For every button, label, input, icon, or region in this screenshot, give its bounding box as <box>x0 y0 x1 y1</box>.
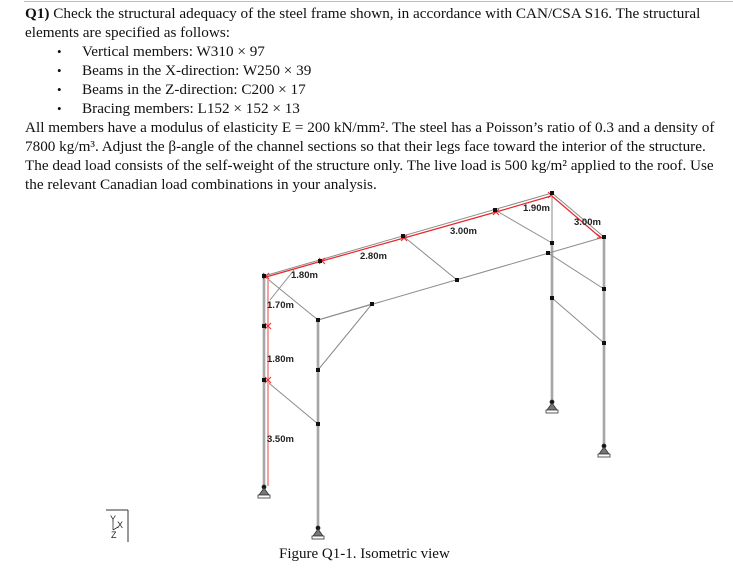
bullet-icon: • <box>57 82 62 97</box>
bullet-icon: • <box>57 63 62 78</box>
member-text: Beams in the Z-direction: C200 × 17 <box>82 81 306 98</box>
dim-label-x3: 3.00m <box>450 226 477 237</box>
dim-label-v2: 1.80m <box>267 354 294 365</box>
bullet-icon: • <box>57 101 62 116</box>
axis-z-label: Z <box>111 530 117 540</box>
bullet-icon: • <box>57 44 62 59</box>
support-icon <box>258 485 270 498</box>
dim-label-v3: 3.50m <box>267 434 294 445</box>
question-body: All members have a modulus of elasticity E = 200 kN/mm². The steel has a Poisson’s ratio of 0.3 and a density of 7800 kg/m³. Adjust the β-angle of the channel sections so that their legs face toward the interior of the structure. The dead load consists of the self-weight of the structure only. The live load is 500 kg/m² applied to the roof. Use the relevant Canadian load combinations in your analysis. <box>25 119 715 193</box>
member-text: Bracing members: L152 × 152 × 13 <box>82 100 300 117</box>
dim-label-z: 3.00m <box>574 217 601 228</box>
pin-support-icons <box>258 400 610 539</box>
dim-label-x2: 2.80m <box>360 251 387 262</box>
axis-triad-icon <box>104 508 132 542</box>
dim-label-v1: 1.70m <box>267 300 294 311</box>
question-intro-text: Check the structural adequacy of the steel frame shown, in accordance with CAN/CSA S16. The structural elements are specified as follows: <box>25 5 701 41</box>
nodes <box>262 191 606 426</box>
axis-y-label: Y <box>110 514 117 524</box>
question-number: Q1) <box>25 5 50 22</box>
member-text: Vertical members: W310 × 97 <box>82 43 265 60</box>
support-icon <box>546 400 558 413</box>
support-icon <box>312 526 324 539</box>
dim-label-x4: 1.90m <box>523 203 550 214</box>
figure-caption: Figure Q1-1. Isometric view <box>279 546 450 562</box>
dim-label-x1: 1.80m <box>291 270 318 281</box>
member-text: Beams in the X-direction: W250 × 39 <box>82 62 312 79</box>
axis-x-label: X <box>117 520 124 530</box>
support-icon <box>598 444 610 457</box>
